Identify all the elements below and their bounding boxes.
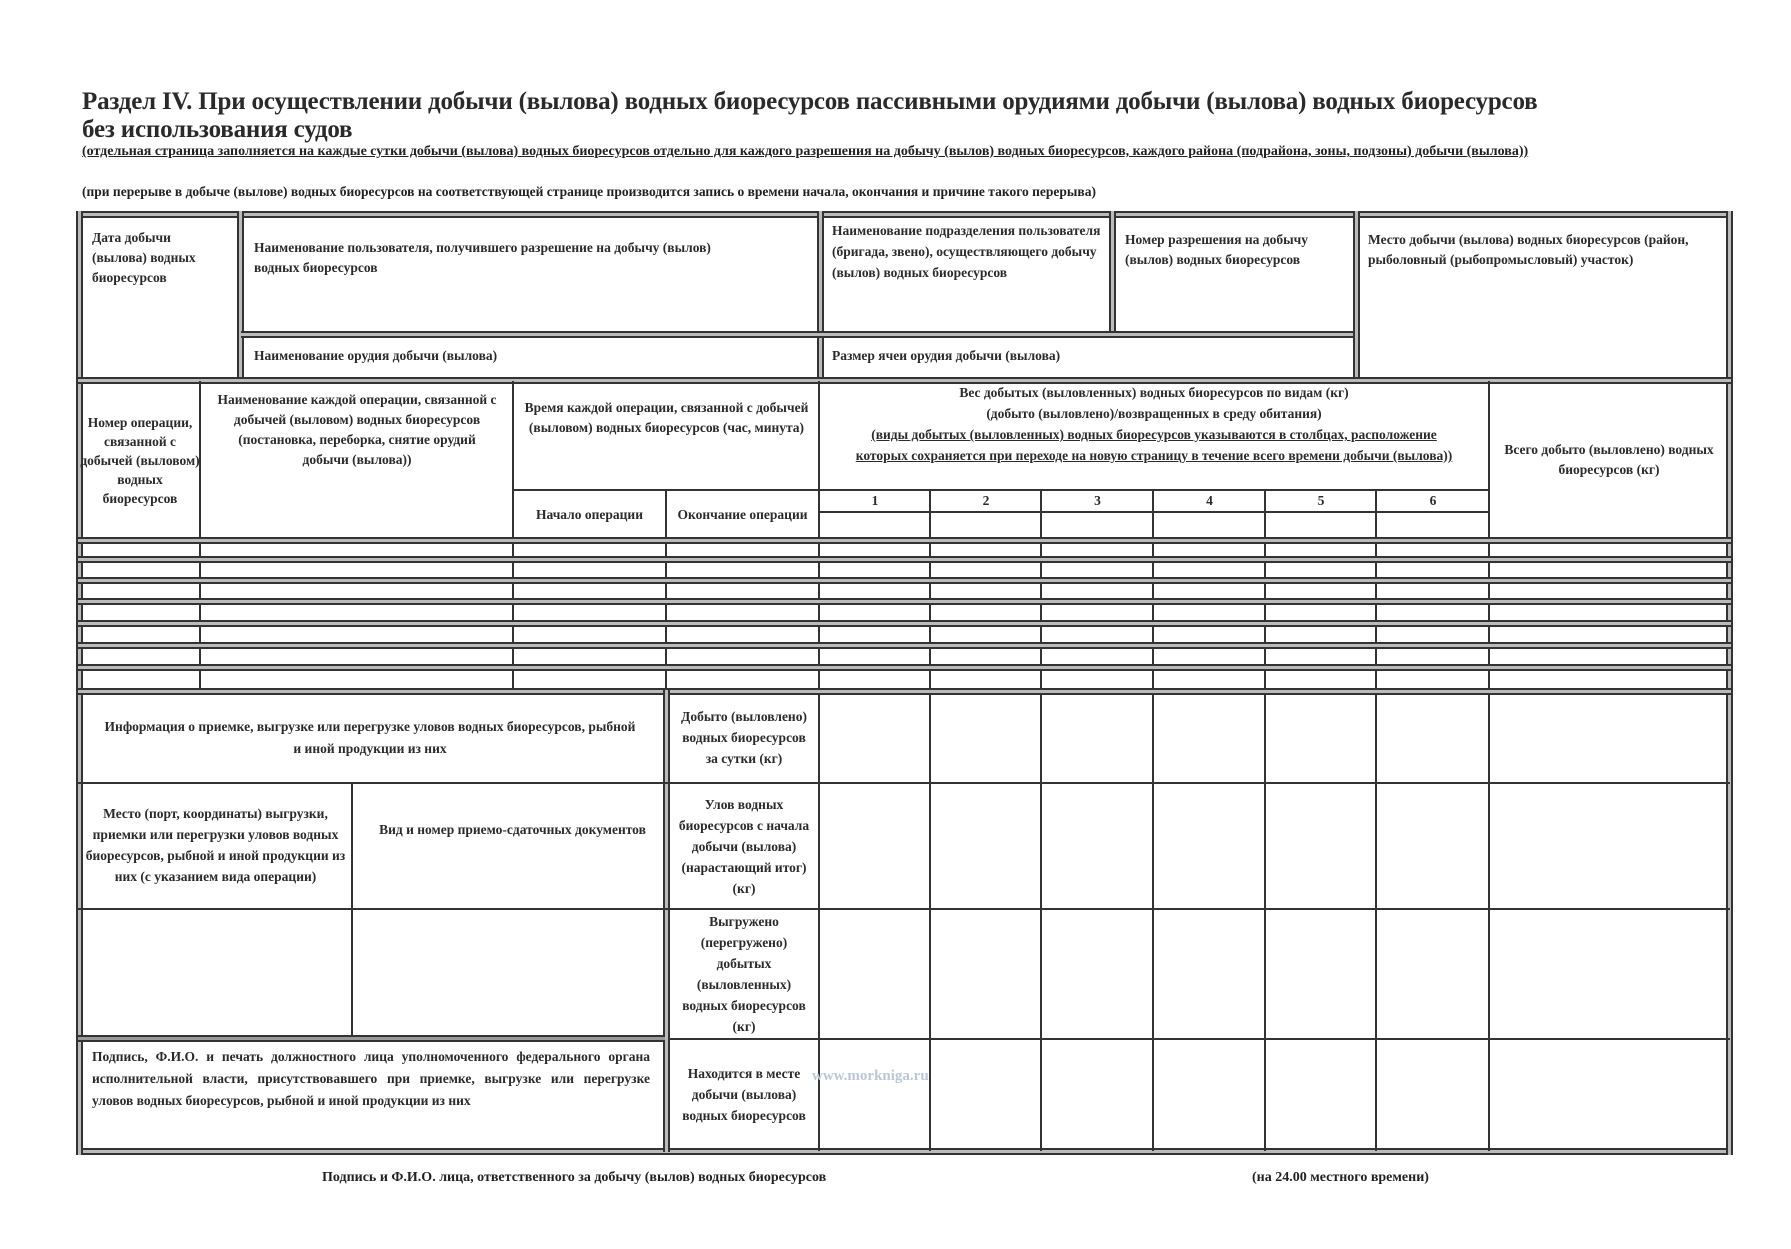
divider <box>1152 490 1154 1151</box>
table-row <box>78 688 1731 695</box>
weight-header-line1: Вес добытых (выловленных) водных биоресурсов по видам (кг) <box>959 385 1349 400</box>
divider <box>1040 490 1042 1151</box>
table-border-bottom <box>78 1148 1731 1155</box>
divider <box>78 782 1730 784</box>
gear-name-field-label: Наименование орудия добычи (вылова) <box>254 348 498 363</box>
responsible-signature-label: Подпись и Ф.И.О. лица, ответственного за добычу (вылов) водных биоресурсов <box>322 1170 827 1185</box>
row-label-at-site: Находится в месте добычи (вылова) водных биоресурсов <box>682 1065 806 1123</box>
table-border-right <box>1726 211 1733 1155</box>
divider <box>241 331 1353 338</box>
op-number-header: Номер операции, связанной с добычей (выловом) водных биоресурсов <box>80 415 200 506</box>
permit-number-field-label: Номер разрешения на добычу (вылов) водных биоресурсов <box>1125 232 1309 267</box>
divider <box>1264 490 1266 1151</box>
op-end-header: Окончание операции <box>677 507 808 522</box>
table-row <box>78 556 1731 563</box>
table-row <box>78 620 1731 627</box>
unload-place-header: Место (порт, координаты) выгрузки, приемки или перегрузки уловов водных биоресурсов, рыбной и иной продукции из них (с указанием вида операции) <box>85 806 346 884</box>
species-col-1: 1 <box>871 492 879 508</box>
weight-header <box>820 382 1488 466</box>
op-name-header: Наименование каждой операции, связанной с добычей (выловом) водных биоресурсов (постановка, переборка, снятие орудий добычи (вылова)) <box>217 392 497 467</box>
divider <box>929 490 931 1151</box>
table-row <box>78 642 1731 649</box>
date-field-label: Дата добычи (вылова) водных биоресурсов <box>92 230 196 285</box>
divider <box>237 211 244 379</box>
op-start-header: Начало операции <box>535 507 643 522</box>
place-field-label: Место добычи (вылова) водных биоресурсов (район, рыболовный (рыбопромысловый) участок) <box>1368 232 1689 267</box>
mesh-size-field-label: Размер ячеи орудия добычи (вылова) <box>832 348 1061 363</box>
op-time-header: Время каждой операции, связанной с добычей (выловом) водных биоресурсов (час, минута) <box>524 400 809 435</box>
weight-header-note: (виды добытых (выловленных) водных биоресурсов указываются в столбцах, расположение которых сохраняется при переходе на новую страницу в течение всего времени добычи (вылова)) <box>855 427 1453 463</box>
table-row <box>78 598 1731 605</box>
info-title: Информация о приемке, выгрузке или перегрузке уловов водных биоресурсов, рыбной и иной продукции из них <box>104 719 636 756</box>
row-label-unloaded: Выгружено (перегружено) добытых (выловленных) водных биоресурсов (кг) <box>682 914 806 1034</box>
break-note: (при перерыве в добыче (вылове) водных биоресурсов на соответствующей странице производится запись о времени начала, окончания и причине такого перерыва) <box>82 184 1096 199</box>
user-name-field-label: Наименование пользователя, получившего разрешение на добычу (вылов) водных биоресурсов <box>254 240 711 275</box>
subdivision-field-label: Наименование подразделения пользователя (бригада, звено), осуществляющего добычу (вылов) водных биоресурсов <box>832 223 1101 280</box>
divider <box>78 908 1730 910</box>
divider <box>351 783 353 1036</box>
table-border-left <box>76 211 83 1155</box>
divider <box>663 690 670 1152</box>
section-title-line2: без использования судов <box>82 116 353 143</box>
weight-header-line2: (добыто (выловлено)/возвращенных в среду обитания) <box>986 406 1322 421</box>
section-title <box>82 88 1537 144</box>
docs-header: Вид и номер приемо-сдаточных документов <box>379 822 646 837</box>
section-title-line1: Раздел IV. При осуществлении добычи (вылова) водных биоресурсов пассивными орудиями добычи (вылова) водных биоресурсов <box>82 88 1538 115</box>
species-col-3: 3 <box>1094 492 1101 508</box>
row-label-daily-catch: Добыто (выловлено) водных биоресурсов за сутки (кг) <box>681 708 807 766</box>
species-col-4: 4 <box>1206 492 1213 508</box>
table-row <box>78 664 1731 671</box>
species-col-2: 2 <box>982 492 990 508</box>
table-row <box>78 577 1731 584</box>
divider <box>668 1038 1730 1040</box>
species-col-6: 6 <box>1429 492 1437 508</box>
page-fill-note: (отдельная страница заполняется на каждые сутки добычи (вылова) водных биоресурсов отдельно для каждого разрешения на добычу (вылов) водных биоресурсов, каждого района (подрайона, зоны, подзоны) добычи (вылова)) <box>82 144 1529 159</box>
divider <box>78 537 1731 544</box>
divider <box>819 511 1489 513</box>
time-note: (на 24.00 местного времени) <box>1252 1170 1429 1185</box>
total-header: Всего добыто (выловлено) водных биоресурсов (кг) <box>1504 442 1714 477</box>
divider <box>1375 490 1377 1151</box>
watermark: www.morkniga.ru <box>812 1068 929 1084</box>
row-label-cumulative-catch: Улов водных биоресурсов с начала добычи (вылова) (нарастающий итог) (кг) <box>678 796 810 896</box>
species-col-5: 5 <box>1317 492 1325 508</box>
official-signature-label: Подпись, Ф.И.О. и печать должностного лица уполномоченного федерального органа исполнительной власти, присутствовавшего при приемке, выгрузке или перегрузке уловов водных биоресурсов, рыбной и иной продукции из них <box>92 1049 650 1108</box>
